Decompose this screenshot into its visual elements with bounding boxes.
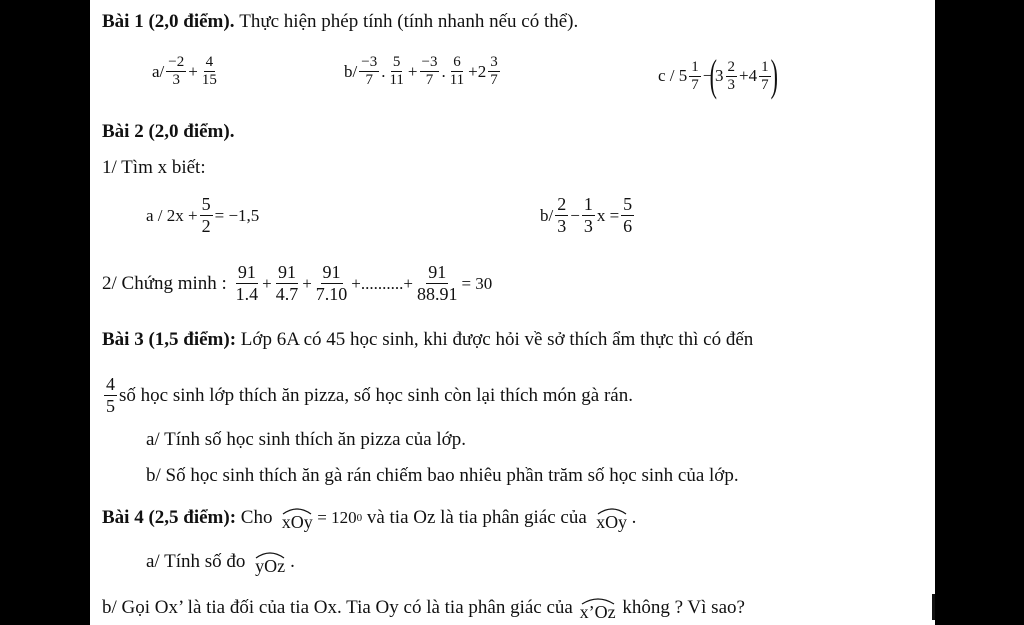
op: +2 — [468, 61, 487, 81]
q1b-frac5 — [488, 54, 500, 89]
op: + — [302, 273, 312, 293]
den: 7.10 — [315, 284, 348, 304]
num: 91 — [277, 262, 296, 282]
num: 5 — [623, 194, 633, 214]
q1c-label: c / 5 — [658, 66, 688, 85]
q1b-frac2 — [387, 54, 405, 89]
den: 11 — [449, 72, 465, 88]
q4b-text: b/ Gọi Ox’ là tia đối của tia Ox. Tia Oy có là tia phân giác của — [102, 597, 573, 618]
num: 1 — [691, 58, 699, 75]
num: 1 — [761, 58, 769, 75]
den: 11 — [389, 72, 404, 88]
q2-frac1 — [234, 262, 261, 305]
angle-label: xOy — [281, 512, 313, 532]
den: 3 — [727, 76, 736, 93]
exam-page — [90, 0, 935, 625]
q2b-x: x = — [596, 205, 620, 225]
q3-text: Lớp 6A có 45 học sinh, khi được hỏi về sở thích ẩm thực thì có đến — [240, 329, 754, 350]
op: + — [188, 61, 198, 81]
den: 3 — [557, 216, 567, 236]
q2-part2 — [102, 262, 492, 305]
q3-line2 — [102, 374, 633, 417]
q2-title: Bài 2 (2,0 điểm). — [102, 121, 235, 142]
num: 91 — [237, 262, 256, 282]
whole: 3 — [715, 66, 724, 85]
q1b-frac3 — [420, 54, 440, 89]
den: 1.4 — [235, 284, 259, 304]
den: 3 — [172, 72, 181, 88]
q3-text2: số học sinh lớp thích ăn pizza, số học sinh còn lại thích món gà rán. — [119, 384, 633, 406]
den: 7 — [425, 72, 434, 88]
q2-frac4 — [415, 262, 460, 305]
q4-mid: và tia Oz là tia phân giác của — [366, 507, 587, 528]
q4-title: Bài 4 (2,5 điểm): — [102, 507, 237, 528]
num: 5 — [392, 54, 401, 70]
q2b-frac3 — [621, 194, 634, 237]
q4-eq: = 120 — [317, 508, 357, 527]
op: +4 — [739, 66, 758, 85]
den: 88.91 — [416, 284, 458, 304]
degree: 0 — [356, 512, 363, 524]
q2b-frac2 — [582, 194, 595, 237]
angle-label: x’Oz — [579, 602, 616, 622]
den: 6 — [623, 216, 633, 236]
den: 15 — [201, 72, 217, 88]
op: − — [702, 66, 713, 85]
q2-part2-label: 2/ Chứng minh : — [102, 272, 227, 294]
num: 91 — [322, 262, 341, 282]
q1-part-c — [658, 51, 778, 100]
q2b-frac1 — [555, 194, 568, 237]
den: 5 — [106, 396, 115, 416]
page-edge-mark — [932, 594, 935, 620]
num: 6 — [453, 54, 461, 70]
angle-xoy-2 — [592, 507, 632, 532]
q2-frac2 — [274, 262, 301, 305]
angle-label: xOy — [596, 512, 628, 532]
q2-frac3 — [314, 262, 350, 305]
q3-frac — [104, 374, 117, 417]
num: −2 — [168, 54, 185, 70]
num: 1 — [583, 194, 593, 214]
num: 3 — [490, 54, 498, 70]
q1a-label: a/ — [152, 61, 165, 81]
q1-part-a — [152, 54, 221, 89]
q3-part-a: a/ Tính số học sinh thích ăn pizza của lớp. — [146, 429, 466, 450]
q1-part-b — [344, 54, 502, 89]
q1a-frac2 — [200, 54, 219, 89]
q2-part-a — [146, 194, 259, 237]
q1a-frac1 — [166, 54, 186, 89]
q1-header — [102, 10, 578, 34]
den: 7 — [761, 76, 769, 93]
q2-result: = 30 — [461, 273, 493, 293]
den: 3 — [583, 216, 593, 236]
num: 91 — [428, 262, 447, 282]
dot: . — [441, 61, 446, 81]
op: + — [262, 273, 272, 293]
q1b-frac4 — [448, 54, 466, 89]
q2-part1-label: 1/ Tìm x biết: — [102, 157, 206, 178]
q2a-post: = −1,5 — [214, 205, 260, 225]
q2-part-b — [540, 194, 636, 237]
num: 5 — [201, 194, 211, 214]
angle-xoy — [277, 507, 317, 532]
q4a-end: . — [290, 551, 295, 572]
q2a-frac — [200, 194, 213, 237]
q4-end: . — [631, 507, 637, 528]
num: −3 — [361, 54, 378, 70]
q2a-pre: a / 2x + — [146, 205, 198, 225]
num: 4 — [106, 374, 115, 394]
q4-header — [102, 506, 636, 530]
right-paren: ) — [770, 51, 778, 100]
num: 2 — [727, 58, 736, 75]
q3-header — [102, 328, 753, 352]
den: 2 — [201, 216, 211, 236]
num: 4 — [205, 54, 214, 70]
q2b-label: b/ — [540, 205, 554, 225]
den: 4.7 — [275, 284, 299, 304]
angle-yoz — [250, 551, 290, 576]
dot: . — [381, 61, 386, 81]
den: 7 — [365, 72, 373, 88]
q1c-frac3 — [759, 59, 771, 94]
num: −3 — [421, 54, 438, 70]
dots: +..........+ — [351, 273, 413, 293]
q1b-frac1 — [359, 54, 379, 89]
q1b-label: b/ — [344, 61, 358, 81]
q1c-frac1 — [689, 59, 701, 94]
angle-x-prime-oz — [578, 597, 618, 622]
op: + — [407, 61, 418, 81]
q1-title: Bài 1 (2,0 điểm). — [102, 11, 235, 32]
angle-label: yOz — [255, 556, 286, 576]
q3-title: Bài 3 (1,5 điểm): — [102, 329, 237, 350]
num: 2 — [557, 194, 567, 214]
op: − — [570, 205, 580, 225]
left-paren: ( — [710, 51, 718, 100]
q1c-frac2 — [726, 59, 738, 94]
den: 7 — [490, 72, 498, 88]
q3-part-b: b/ Số học sinh thích ăn gà rán chiếm bao nhiêu phần trăm số học sinh của lớp. — [146, 465, 739, 486]
q4b-end: không ? Vì sao? — [622, 597, 745, 618]
q4-pre: Cho — [240, 507, 273, 528]
q4-part-b — [102, 596, 745, 620]
den: 7 — [691, 76, 699, 93]
q4a-text: a/ Tính số đo — [146, 551, 246, 572]
q4-part-a — [146, 550, 295, 574]
q1-instruction: Thực hiện phép tính (tính nhanh nếu có thể). — [239, 11, 579, 32]
